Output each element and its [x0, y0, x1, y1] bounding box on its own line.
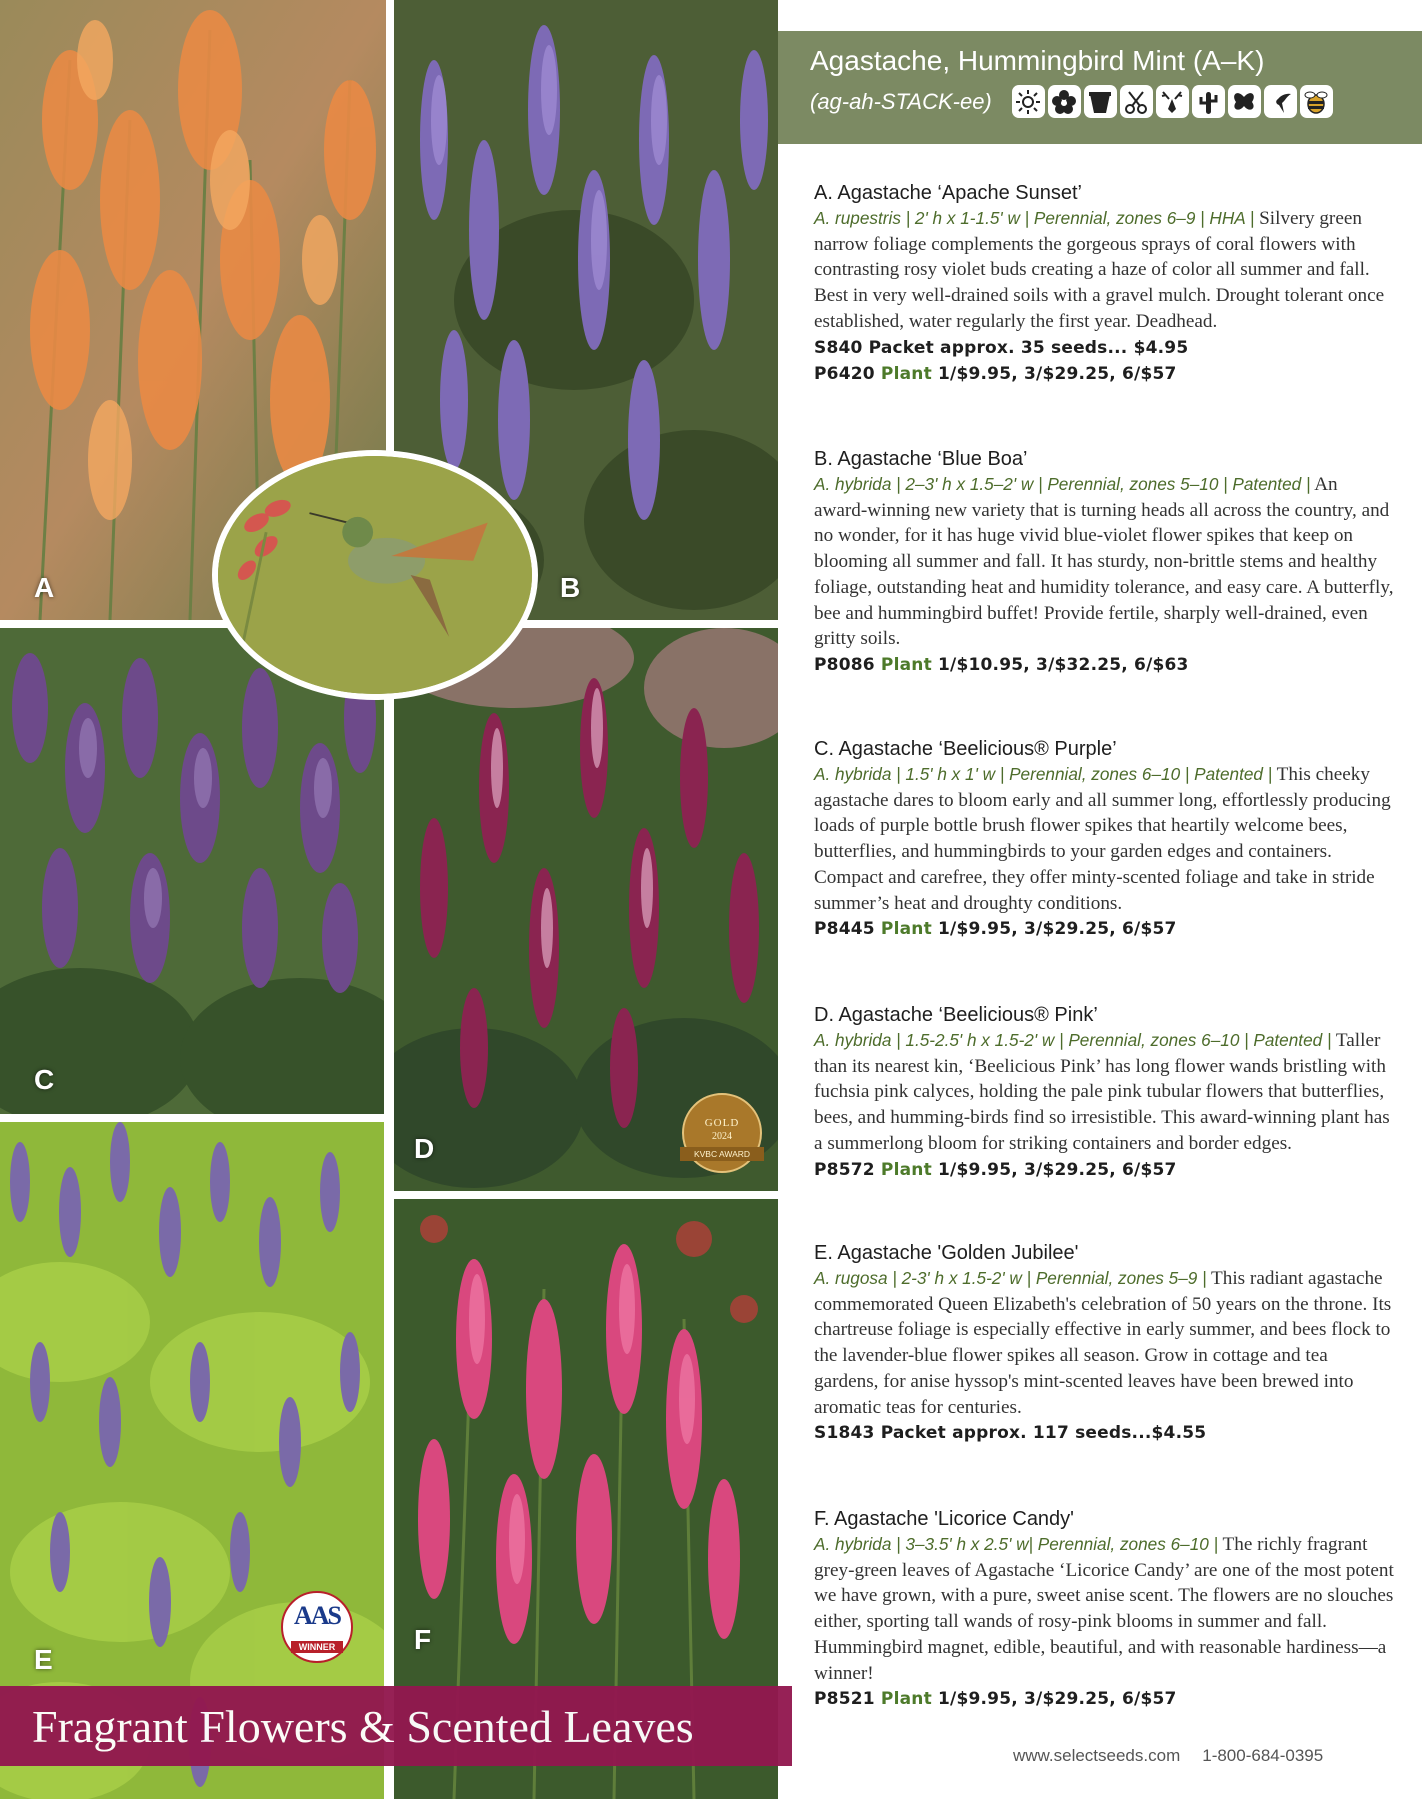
entry-spec: A. rugosa | 2-3' h x 1.5-2' w | Perennial, zones 5–9 | — [814, 1268, 1207, 1288]
cut-flower-icon — [1120, 85, 1153, 118]
sku: P8572 — [814, 1159, 875, 1180]
website-link[interactable]: www.selectseeds.com — [1013, 1746, 1181, 1765]
pronunciation: (ag-ah-STACK-ee) — [810, 88, 992, 114]
price-detail: 1/$9.95, 3/$29.25, 6/$57 — [931, 1689, 1177, 1710]
sku: P8086 — [814, 654, 875, 675]
entry-licorice-candy — [814, 1506, 1394, 1712]
flower-icon — [1048, 85, 1081, 118]
entry-text: An award-winning new variety that is turning heads all across the country, and no wonder, for it has huge vivid blue-violet flower spikes that keep on blooming all summer and fall. It has sturdy, non-brittle stems and healthy foliage, outstanding heat and humidity tolerance, and easy care. A butterfly, bee and hummingbird buffet! Provide fertile, sharply well-drained, even gritty soils. — [814, 474, 1394, 650]
photo-beelicious-purple — [0, 628, 384, 1114]
price-detail: 1/$10.95, 3/$32.25, 6/$63 — [931, 654, 1189, 675]
entry-title: D. Agastache ‘Beelicious® Pink’ — [814, 1004, 1098, 1026]
deer-resistant-icon — [1156, 85, 1189, 118]
price-type: Plant — [880, 1159, 932, 1180]
price-detail: 1/$9.95, 3/$29.25, 6/$57 — [931, 919, 1177, 940]
sku: P8445 — [814, 919, 875, 940]
entry-blue-boa — [814, 446, 1394, 678]
photo-label-c: C — [34, 1064, 55, 1095]
sku: P6420 — [814, 363, 875, 384]
sku: S1843 — [814, 1423, 875, 1444]
bee-icon — [1300, 85, 1333, 118]
entry-text: The richly fragrant grey-green leaves of Agastache ‘Licorice Candy’ are one of the most potent we have grown, with a pure, sweet anise scent. The flowers are no slouches either, sporting tall wands of rosy-pink blooms in summer and fall. Hummingbird magnet, edible, beautiful, and with reasonable hardiness—a winner! — [814, 1534, 1394, 1684]
entry-spec: A. rupestris | 2' h x 1-1.5' w | Perennial, zones 6–9 | HHA | — [814, 208, 1255, 228]
entry-apache-sunset — [814, 180, 1394, 387]
aas-badge-logo: AAS — [293, 1601, 340, 1630]
price-detail: approx. 117 seeds...$4.55 — [945, 1423, 1207, 1444]
price-line — [814, 1157, 1394, 1183]
entry-text: Taller than its nearest kin, ‘Beelicious Pink’ has long flower wands bristling with fuchsia pink calyces, holding the pale pink tubular flowers that butterflies, bees, and humming-birds find so irresistible. This award-winning plant has a summerlong bloom for striking containers and border edges. — [814, 1030, 1390, 1154]
entry-spec: A. hybrida | 1.5' h x 1' w | Perennial, zones 6–10 | Patented | — [814, 764, 1273, 784]
price-type: Packet — [868, 337, 934, 358]
price-line — [814, 361, 1394, 387]
entry-beelicious-purple — [814, 736, 1394, 942]
gold-badge-line2: 2024 — [712, 1131, 732, 1142]
drought-tolerant-icon — [1192, 85, 1225, 118]
price-line — [814, 1420, 1394, 1446]
container-icon — [1084, 85, 1117, 118]
entry-golden-jubilee — [814, 1240, 1394, 1446]
price-type: Plant — [880, 654, 932, 675]
category-title: Agastache, Hummingbird Mint (A–K) — [810, 45, 1265, 76]
entry-text: Silvery green narrow foliage complements the gorgeous sprays of coral flowers with contrasting rosy violet buds creating a haze of color all summer and fall. Best in very well-drained soils with a gravel mulch. Drought tolerant once established, water regularly the first year. Deadhead. — [814, 208, 1385, 332]
section-banner — [0, 1686, 792, 1766]
entry-text: This radiant agastache commemorated Queen Elizabeth's celebration of 50 years on the throne. Its chartreuse foliage is especially effective in early summer, and bees flock to the lavender-blue flower spikes all season. Grow in cottage and tea gardens, for anise hyssop's mint-scented leaves have been brewed into aromatic teas for centuries. — [814, 1268, 1392, 1418]
entry-beelicious-pink — [814, 1002, 1394, 1183]
photo-label-a: A — [34, 572, 55, 603]
entry-title: A. Agastache ‘Apache Sunset’ — [814, 182, 1082, 204]
gold-badge-line3: KVBC AWARD — [680, 1147, 764, 1161]
entry-description — [814, 1532, 1394, 1686]
photo-label-e: E — [34, 1644, 53, 1675]
price-type: Plant — [880, 919, 932, 940]
photo-label-f: F — [414, 1624, 432, 1655]
price-line — [814, 335, 1394, 361]
sun-icon — [1012, 85, 1045, 118]
aas-badge-winner: WINNER — [291, 1641, 343, 1653]
entry-title: E. Agastache 'Golden Jubilee' — [814, 1242, 1079, 1264]
butterfly-icon — [1228, 85, 1261, 118]
entry-title: C. Agastache ‘Beelicious® Purple’ — [814, 738, 1117, 760]
aas-winner-badge — [281, 1591, 353, 1663]
attribute-icons — [1012, 85, 1333, 118]
hummingbird-icon — [1264, 85, 1297, 118]
section-banner-text: Fragrant Flowers & Scented Leaves — [32, 1700, 694, 1752]
gold-award-badge — [682, 1093, 762, 1173]
sku: P8521 — [814, 1689, 875, 1710]
entry-spec: A. hybrida | 2–3' h x 1.5–2' w | Perennial, zones 5–10 | Patented | — [814, 474, 1311, 494]
entry-title: F. Agastache 'Licorice Candy' — [814, 1508, 1074, 1530]
footer — [1013, 1746, 1323, 1766]
price-line — [814, 1686, 1394, 1712]
entry-description — [814, 762, 1394, 916]
entry-title: B. Agastache ‘Blue Boa’ — [814, 448, 1028, 470]
price-type: Plant — [880, 1689, 932, 1710]
phone-number: 1-800-684-0395 — [1202, 1746, 1324, 1765]
price-line — [814, 652, 1394, 678]
price-detail: 1/$9.95, 3/$29.25, 6/$57 — [931, 363, 1177, 384]
entry-description — [814, 1028, 1394, 1157]
entry-spec: A. hybrida | 3–3.5' h x 2.5' w| Perennial, zones 6–10 | — [814, 1534, 1219, 1554]
entry-spec: A. hybrida | 1.5-2.5' h x 1.5-2' w | Perennial, zones 6–10 | Patented | — [814, 1030, 1332, 1050]
price-detail: 1/$9.95, 3/$29.25, 6/$57 — [931, 1159, 1177, 1180]
photo-label-b: B — [560, 572, 581, 603]
price-type: Packet — [880, 1423, 946, 1444]
photo-label-d: D — [414, 1133, 435, 1164]
price-type: Plant — [880, 363, 932, 384]
entry-description — [814, 1266, 1394, 1420]
sku: S840 — [814, 337, 863, 358]
entry-description — [814, 472, 1394, 652]
price-line — [814, 916, 1394, 942]
entry-description — [814, 206, 1394, 335]
price-detail: approx. 35 seeds... $4.95 — [933, 337, 1189, 358]
category-header — [778, 31, 1422, 144]
gold-badge-line1: GOLD — [704, 1117, 740, 1129]
photo-hummingbird — [212, 450, 538, 700]
entry-text: This cheeky agastache dares to bloom early and all summer long, effortlessly producing loads of purple bottle brush flower spikes that heartily welcome bees, butterflies, and hummingbirds to your garden edges and containers. Compact and carefree, they offer minty-scented foliage and take in stride summer’s heat and droughty conditions. — [814, 764, 1391, 914]
